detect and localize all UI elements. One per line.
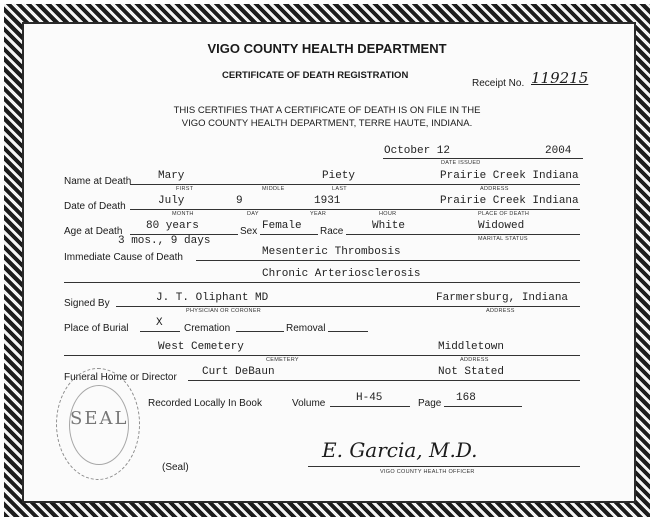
caption-marital-status: MARITAL STATUS <box>478 236 528 242</box>
funeral-address: Not Stated <box>438 366 505 378</box>
cremation-line <box>236 331 284 332</box>
caption-middle: MIDDLE <box>262 186 285 192</box>
signed-by-label: Signed By <box>64 298 110 309</box>
caption-day: DAY <box>247 211 259 217</box>
burial-label: Place of Burial <box>64 323 129 334</box>
physician-name: J. T. Oliphant MD <box>156 292 269 304</box>
receipt-number: 119215 <box>531 69 589 87</box>
volume-line <box>330 406 410 407</box>
statement-line-1: THIS CERTIFIES THAT A CERTIFICATE OF DEATH IS ON FILE IN THE <box>173 105 481 116</box>
cause-line-2 <box>64 282 580 283</box>
caption-hour: HOUR <box>379 211 397 217</box>
page-label: Page <box>418 398 442 409</box>
place-of-death: Prairie Creek Indiana <box>440 195 579 207</box>
date-issued-year: 2004 <box>545 145 572 157</box>
date-issued-line <box>383 158 583 159</box>
caption-month: MONTH <box>172 211 194 217</box>
volume-label: Volume <box>292 398 326 409</box>
cause-secondary: Chronic Arteriosclerosis <box>262 268 421 280</box>
caption-physician: PHYSICIAN OR CORONER <box>186 308 262 314</box>
name-line <box>130 184 580 185</box>
removal-line <box>328 331 368 332</box>
signed-by-line <box>116 306 580 307</box>
marital-status: Widowed <box>478 220 525 232</box>
cause-line-1 <box>196 260 580 261</box>
caption-place-of-death: PLACE OF DEATH <box>478 211 530 217</box>
cemetery-name: West Cemetery <box>158 341 244 353</box>
caption-physician-address: ADDRESS <box>486 308 515 314</box>
cemetery-line <box>64 355 580 356</box>
first-name: Mary <box>158 170 185 182</box>
seal-label: (Seal) <box>162 462 189 473</box>
cremation-label: Cremation <box>184 323 231 334</box>
funeral-label: Funeral Home or Director <box>64 372 177 383</box>
race-value: White <box>372 220 406 232</box>
death-year: 1931 <box>314 195 341 207</box>
age-months-days: 3 mos., 9 days <box>118 235 211 247</box>
caption-address: ADDRESS <box>480 186 509 192</box>
funeral-director: Curt DeBaun <box>202 366 275 378</box>
sex-value: Female <box>262 220 302 232</box>
seal-stamp-text: SEAL <box>70 408 129 429</box>
certificate-title: CERTIFICATE OF DEATH REGISTRATION <box>222 70 409 81</box>
race-line <box>346 234 580 235</box>
signature-line <box>308 466 580 467</box>
death-month: July <box>158 195 185 207</box>
burial-line <box>140 331 180 332</box>
caption-cemetery: CEMETERY <box>266 357 299 363</box>
age-years: 80 years <box>146 220 199 232</box>
cemetery-address: Middletown <box>438 341 505 353</box>
caption-cemetery-address: ADDRESS <box>460 357 489 363</box>
race-label: Race <box>320 226 344 237</box>
removal-label: Removal <box>286 323 326 334</box>
caption-year: YEAR <box>310 211 327 217</box>
recorded-label: Recorded Locally In Book <box>148 398 262 409</box>
page-value: 168 <box>456 392 476 404</box>
page-line <box>444 406 522 407</box>
health-officer-signature: E. Garcia, M.D. <box>322 438 478 462</box>
cause-label: Immediate Cause of Death <box>64 252 183 263</box>
health-officer-caption: VIGO COUNTY HEALTH OFFICER <box>380 469 475 475</box>
sex-label: Sex <box>240 226 258 237</box>
receipt-label: Receipt No. <box>472 78 525 89</box>
department-heading: VIGO COUNTY HEALTH DEPARTMENT <box>207 41 447 56</box>
statement-line-2: VIGO COUNTY HEALTH DEPARTMENT, TERRE HAUTE, INDIANA. <box>181 118 473 129</box>
burial-mark: X <box>156 317 163 329</box>
death-day: 9 <box>236 195 243 207</box>
date-of-death-label: Date of Death <box>64 201 126 212</box>
physician-address: Farmersburg, Indiana <box>436 292 569 304</box>
caption-first: FIRST <box>176 186 194 192</box>
volume-value: H-45 <box>356 392 383 404</box>
residence-address: Prairie Creek Indiana <box>440 170 579 182</box>
funeral-line <box>188 380 580 381</box>
last-name: Piety <box>322 170 356 182</box>
age-label: Age at Death <box>64 226 123 237</box>
date-issued-value: October 12 <box>384 145 451 157</box>
name-label: Name at Death <box>64 176 132 187</box>
cause-primary: Mesenteric Thrombosis <box>262 246 401 258</box>
date-of-death-line <box>130 209 580 210</box>
sex-line <box>260 234 318 235</box>
date-issued-caption: DATE ISSUED <box>441 160 481 166</box>
caption-last: LAST <box>332 186 347 192</box>
